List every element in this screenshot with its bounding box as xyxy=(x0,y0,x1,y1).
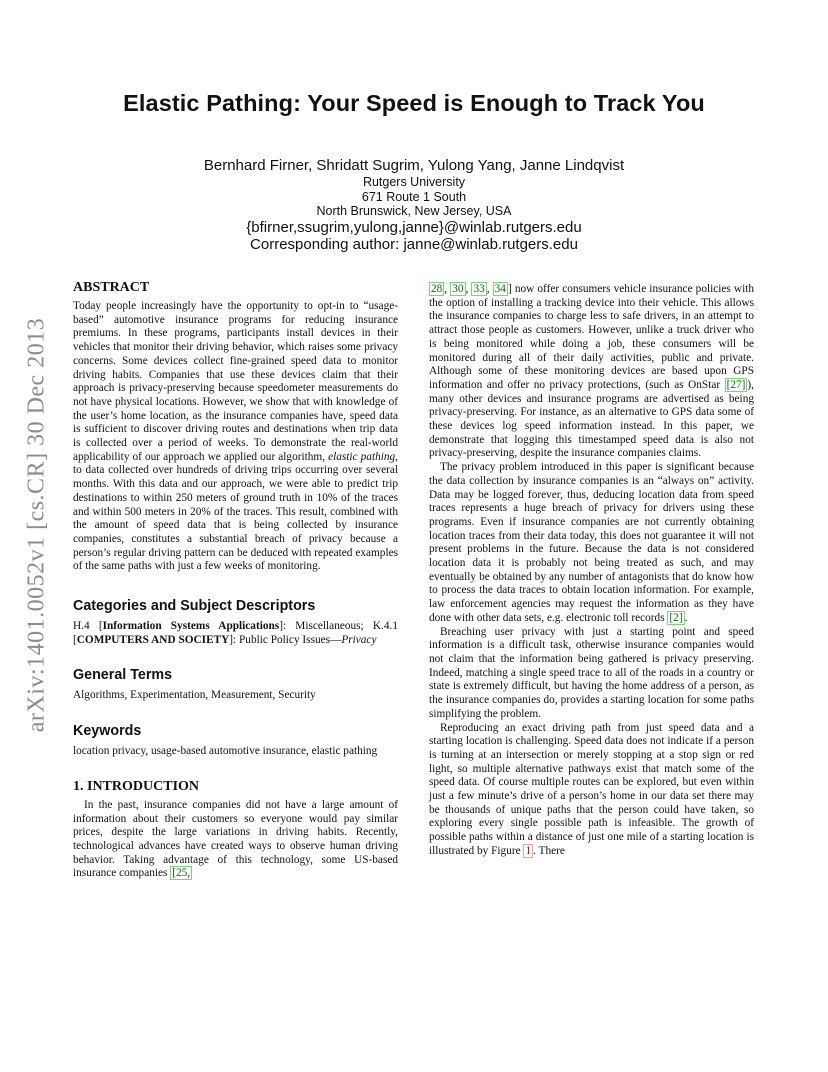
intro-continuation-paragraph: 28 , 30 , 33 , 34 ] now offer consumers vehicle insurance policies with the option of installing a tracking device into their vehicle. This allows the insurance companies to charge less to safe drivers, in an attempt to attract those people as customers. However, unlike a truck driver who is being monitored while doing a job, these consumers will be monitored during all of their daily activities, public and private. Although some of these monitoring devices are based upon GPS information and offer no privacy protections, (such as OnStar [27] ), many other devices and insurance programs are advertised as being privacy-preserving. For instance, as an alternative to GPS data some of these devices log speed information instead. In this paper, we demonstrate that logging this timestamped speed data is also not privacy-preserving, despite the insurance companies claims. xyxy=(429,283,755,460)
citation-link[interactable]: [25, xyxy=(172,867,191,880)
abstract-heading: ABSTRACT xyxy=(73,280,150,295)
reproducing-path-paragraph: Reproducing an exact driving path from just speed data and a starting location is challenging. Speed data does not indicate if a person is turning at an intersection or merely stopping at a stop sign or red light, so multiple alternative pathways exist that match some of the speed data. Of course multiple routes can be explored, but even within just a few minute’s drive of a person’s home in our data set there may be thousands of unique paths that the person could have taken, so exploring every single possible path is infeasible. The growth of possible paths within a distance of just one mile of a starting location is illustrated by Figure 1 . There xyxy=(429,721,754,857)
citation-link[interactable]: [2] xyxy=(669,611,683,624)
citation-link[interactable]: [27] xyxy=(726,378,746,391)
introduction-heading: 1. INTRODUCTION xyxy=(73,778,200,794)
affiliation: Rutgers University xyxy=(362,175,466,189)
citation-link[interactable]: 34 xyxy=(494,283,506,295)
author-block xyxy=(0,157,828,254)
right-column xyxy=(429,283,754,859)
citation-link[interactable]: 33 xyxy=(473,283,485,295)
general-terms-heading: General Terms xyxy=(73,667,173,684)
abstract-text: Today people increasingly have the opportunity to opt-in to “usage-based” automotive insurance programs for reducing insurance premiums. In these programs, participants install devices in their vehicles that monitor their driving behavior, which raises some privacy concerns. Some devices collect fine-grained speed data to monitor driving habits. Companies that use these devices claim that their approach is privacy-preserving because speedometer measurements do not have physical locations. However, we show that with knowledge of the user’s home location, as the insurance companies have, speed data is sufficient to discover driving routes and destinations when trip data is collected over a period of weeks. To demonstrate the real-world applicability of our approach we applied our algorithm, elastic pathing, to data collected over hundreds of driving trips occurring over several months. With this data and our approach, we were able to predict trip destinations to within 250 meters of ground truth in 10% of the traces and within 500 meters in 20% of the traces. This result, combined with the amount of speed data that is being collected by insurance companies, constitutes a substantial breach of privacy because a person’s regular driving pattern can be deduced with repeated examples of the same paths with just a few weeks of monitoring. xyxy=(73,300,398,573)
categories-heading: Categories and Subject Descriptors xyxy=(73,598,316,615)
general-terms-text: Algorithms, Experimentation, Measurement, Security xyxy=(73,689,316,702)
arxiv-identifier: arXiv:1401.0052v1 [cs.CR] 30 Dec 2013 xyxy=(23,317,50,733)
categories-text: H.4 [Information Systems Applications]: Miscellaneous; K.4.1 [COMPUTERS AND SOCIETY]: Public Policy Issues—Privacy xyxy=(73,620,398,646)
introduction-paragraph: In the past, insurance companies did not have a large amount of information about their customers so everyone would pay similar prices, despite the large variations in driving habits. Recently, technological advances have created ways to observe human driving behavior. Taking advantage of this technology, some US-based insurance companies [25, xyxy=(73,798,398,880)
corresponding-author: Corresponding author: janne@winlab.rutgers.edu xyxy=(250,236,578,253)
arxiv-sidebar xyxy=(12,290,62,760)
keywords-text: location privacy, usage-based automotive insurance, elastic pathing xyxy=(73,745,378,758)
citation-link[interactable]: 28 xyxy=(431,283,443,295)
citation-link[interactable]: 30 xyxy=(452,283,464,295)
author-names: Bernhard Firner, Shridatt Sugrim, Yulong Yang, Janne Lindqvist xyxy=(203,157,625,174)
keywords-heading: Keywords xyxy=(73,723,142,740)
address-line-1: 671 Route 1 South xyxy=(361,189,467,204)
privacy-problem-paragraph: The privacy problem introduced in this paper is significant because the data collection by insurance companies is an “always on” activity. Data may be logged forever, thus, deducing location data from speed traces represents a huge breach of privacy for drivers using these programs. Even if insurance companies are not currently obtaining location traces from their data today, this does not guarantee it will not present problems in the future. Because the data is not considered location data it is probably not being treated as such, and may eventually be obtained by any number of antagonists that do know how to process the data traces to obtain location information. For example, law enforcement agencies may request the information as they have done with other data sets, e.g. electronic toll records [2] . xyxy=(429,461,754,624)
breaching-privacy-paragraph: Breaching user privacy with just a starting point and speed information is a difficult task, otherwise insurance companies would not claim that the information being gathered is privacy preserving. Indeed, matching a single speed trace to all of the roads in a country or state is extremely difficult, but having the home address of a person, as the insurance companies do, provides a starting location for some paths simplifying the problem. xyxy=(429,625,754,720)
paper-title: Elastic Pathing: Your Speed is Enough to Track You xyxy=(123,90,705,116)
author-emails: {bfirner,ssugrim,yulong,janne}@winlab.rutgers.edu xyxy=(246,218,582,236)
left-column xyxy=(73,280,398,881)
address-line-2: North Brunswick, New Jersey, USA xyxy=(316,204,512,218)
figure-link[interactable]: 1 xyxy=(525,844,532,857)
abstract-emphasis: elastic pathing xyxy=(328,450,396,463)
